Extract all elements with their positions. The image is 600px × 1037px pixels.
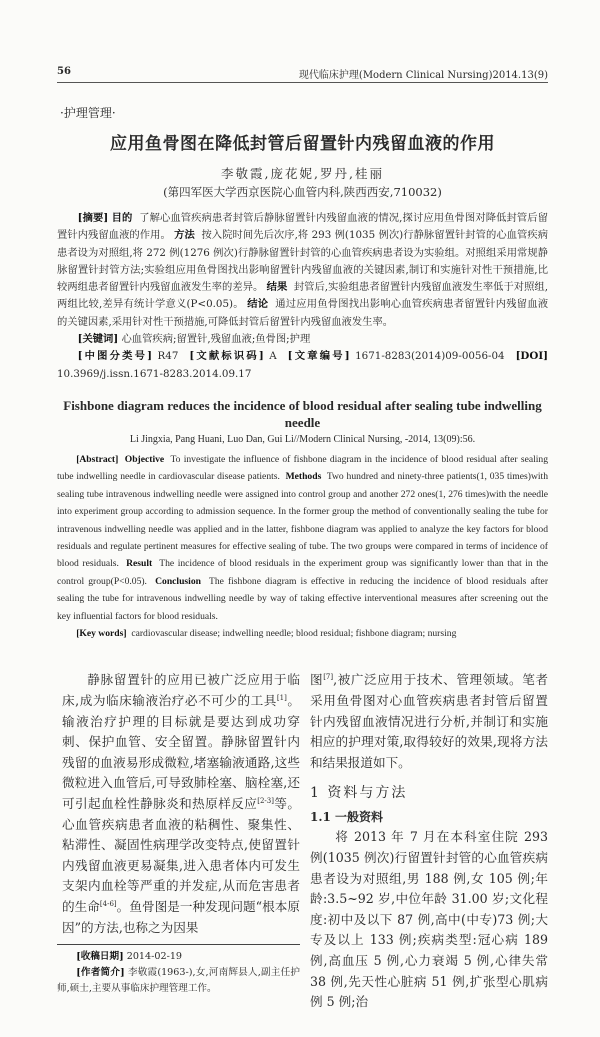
author-bio-text: 李敬霞(1963-),女,河南辉县人,副主任护师,硕士,主要从事临床护理管理工作。 [57,967,300,995]
article-title: 应用鱼骨图在降低封管后留置针内残留血液的作用 [110,134,495,154]
section-heading: 1 资料与方法 [310,785,408,802]
en-conclusion-label: Conclusion [155,575,201,587]
author-bio [57,965,300,997]
methods-text: 按入院时间先后次序,将 293 例(1035 例次)行静脉留置针封管的心血管疾病患者设为对照组,将 272 例(1276 例次)行静脉留置针封管的心血管疾病患者设为实验组。对照组采用常规静脉留置针封管方法;实验组应用鱼骨图找出影响留置针内残留血液的关键因素,制订和实施针对性干预措施,比较两组患者留置针内残留血液发生率的差异。 [57,229,549,294]
footnote-divider [57,944,300,945]
citation: [4-6] [99,899,117,908]
en-conclusion-text: The fishbone diagram is effective in reducing the incidence of blood residuals after sealing the tube for intravenous indwelling needle by way of taking effective interventional measures after screening out the key influential factors for blood residuals. [57,575,549,622]
doi-label: [DOI] [515,350,549,363]
text: 图 [310,672,324,688]
page-number: 56 [57,66,71,77]
conclusion-text: 通过应用鱼骨图找出影响心血管疾病患者留置针内残留血液的关键因素,采用针对性干预措施,可降低封管后留置针内残留血液发生率。 [57,298,549,328]
en-methods-text: Two hundred and ninety-three patients(1, 035 times)with sealing tube intravenous indwelling needle were assigned into control group and another 272 ones(1, 276 times)with the needle into experiment group according to admission sequence. In the former group the method of conventionally sealing the tube for intravenous indwelling needle was applied and in the latter, fishbone diagram was applied to analyze the key factors for blood residuals and regulate pertinent measures for effective sealing of tube. The two groups were compared in terms of incidence of blood residuals. [57,471,549,570]
received-value: 2014-02-19 [126,951,183,963]
journal-name: 现代临床护理(Modern Clinical Nursing)2014.13(9) [298,70,548,81]
en-result-label: Result [126,558,153,570]
received-label: [收稿日期] [76,951,124,963]
author-bio-label: [作者简介] [76,967,125,979]
doc-code-value: A [269,350,277,363]
objective-text: 了解心血管疾病患者封管后静脉留置针内残留血液的情况,探讨应用鱼骨图对降低封管后留置针内残留血液的作用。 [57,212,549,242]
body-columns [57,670,548,1012]
citation: [7] [323,673,334,682]
en-methods-label: Methods [285,471,322,483]
text: 。鱼骨图是一种发现问题“根本原因”的方法,也称之为因果 [62,898,300,935]
clc-value: R47 [157,350,179,363]
text: 静脉留置针的应用已被广泛应用于临床,成为临床输液治疗必不可少的工具 [62,672,300,709]
text: 等。心血管疾病患者血液的粘稠性、聚集性、粘滞性、凝固性病理学改变特点,使留置针内残留血液更易凝集,进入患者体内可发生支架内血栓等严重的并发症,从而危害患者的生命 [62,796,300,914]
intro-continuation [310,670,548,773]
english-title: Fishbone diagram reduces the incidence of blood residual after sealing tube indwelling needle [63,397,542,430]
english-abstract [57,451,548,642]
keywords-text: 心血管疾病;留置针,残留血液;鱼骨图;护理 [121,333,311,346]
intro-paragraph [62,670,300,938]
objective-label: 目的 [111,212,133,224]
en-keywords-line [57,625,548,642]
article-no-value: 1671-8283(2014)09-0056-04 [355,350,505,363]
abstract-body [57,210,548,331]
keywords-line [57,331,548,348]
en-keywords-text: cardiovascular disease; indwelling needle; blood residual; fishbone diagram; nursing [131,628,457,640]
results-label: 结果 [266,281,288,294]
footnote [57,949,300,997]
subsection-heading: 1.1 一般资料 [310,810,384,825]
en-abstract-label: [Abstract] [76,453,119,465]
authors: 李敬霞,庞花妮,罗丹,桂丽 [221,166,384,181]
section-label: ·护理管理· [60,106,116,120]
english-abstract-body [57,451,548,625]
affiliation: (第四军医大学西京医院心血管内科,陕西西安,710032) [163,185,442,199]
text: 。输液治疗护理的目标就是要达到成功穿刺、保护血管、安全留置。静脉留置针内残留的血液易形成微粒,堵塞输液通路,这些微粒进入血管后,可导致肺栓塞、脑栓塞,还可引起血栓性静脉炎和热原样反应 [62,693,300,811]
body-left-column [57,670,300,997]
received-date [57,949,300,965]
en-keywords-label: [Key words] [76,628,127,640]
general-data-paragraph: 将 2013 年 7 月在本科室住院 293 例(1035 例次)行留置针封管的心血管疾病患者设为对照组,男 188 例,女 105 例;年龄:3.5~92 岁,中位年龄 31.00 岁;文化程度:初中及以下 87 例,高中(中专)73 例;大专及以上 133 例;疾病类型:冠心病 189 例,高血压 5 例,心力衰竭 5 例,心律失常 38 例,先天性心脏病 51 例,扩张型心肌病例 5 例;治 [310,829,548,1010]
en-result-text: The incidence of blood residuals in the experiment group was significantly lower than that in the control group(P<0.05). [57,558,548,587]
results-text: 封管后,实验组患者留置针内残留血液发生率低于对照组,两组比较,差异有统计学意义(P<0.05)。 [57,281,549,311]
english-authors: Li Jingxia, Pang Huani, Luo Dan, Gui Li//Modern Clinical Nursing, -2014, 13(09):56. [129,433,476,445]
body-right-column [310,670,548,1012]
clc-label: [中图分类号] [77,350,153,363]
abstract-label: [摘要] [77,212,109,224]
article-no-label: [文章编号] [287,350,350,363]
en-objective-label: Objective [124,453,165,465]
running-header [57,64,548,83]
en-objective-text: To investigate the influence of fishbone diagram in the incidence of blood residual after sealing tube indwelling needle in cardiovascular disease patients. [57,453,549,483]
citation: [1] [276,694,287,703]
text: ,被广泛应用于技术、管理领域。笔者采用鱼骨图对心血管疾病患者封管后留置针内残留血液情况进行分析,并制订和实施相应的护理对策,取得较好的效果,现将方法和结果报道如下。 [310,672,548,770]
classification-line [57,348,548,383]
doc-code-label: [文献标识码] [189,350,264,363]
citation: [2-3] [257,797,274,805]
chinese-abstract [57,210,548,383]
methods-label: 方法 [174,229,195,242]
doi-value: 10.3969/j.issn.1671-8283.2014.09.17 [57,367,252,380]
conclusion-label: 结论 [247,298,269,311]
keywords-label: [关键词] [77,333,119,346]
